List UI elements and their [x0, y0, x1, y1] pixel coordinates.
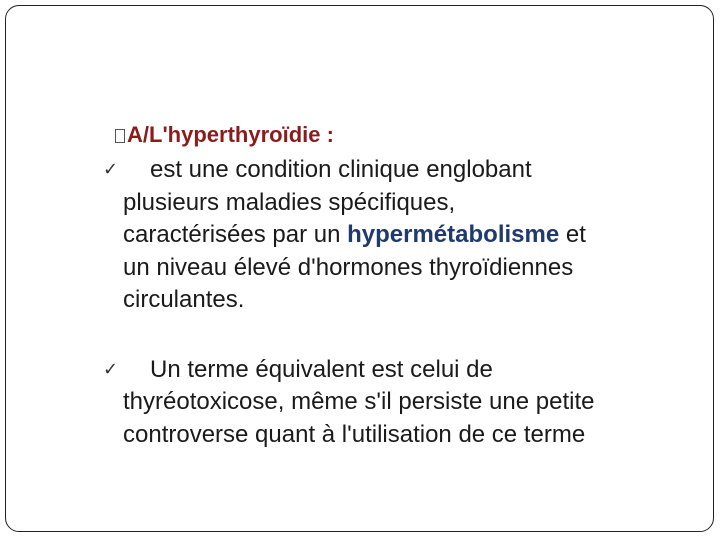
slide-content	[103, 120, 695, 451]
missing-glyph-box-icon	[115, 129, 125, 143]
bullet-item-definition	[103, 154, 695, 317]
bullet-line: plusieurs maladies spécifiques,	[123, 188, 456, 216]
bullet-line: Un terme équivalent est celui de	[150, 355, 493, 383]
bullet-line: controverse quant à l'utilisation de ce terme	[123, 420, 586, 448]
bullet-item-synonym	[103, 354, 695, 452]
bullet-line: un niveau élevé d'hormones thyroïdiennes	[123, 253, 574, 281]
emphasis-term: hypermétabolisme	[347, 221, 560, 248]
bullet-line-emphasis	[115, 219, 695, 252]
checkmark-icon: ✓	[103, 159, 119, 180]
section-heading-text: A/L'hyperthyroïdie :	[127, 122, 334, 147]
bullet-line: circulantes.	[123, 286, 245, 313]
checkmark-icon: ✓	[103, 358, 119, 380]
bullet-text: et	[559, 221, 586, 248]
bullet-text: caractérisées par un	[123, 221, 348, 248]
section-heading	[115, 120, 695, 150]
bullet-line: est une condition clinique englobant	[150, 156, 532, 183]
bullet-line: thyréotoxicose, même s'il persiste une petite	[123, 388, 595, 415]
